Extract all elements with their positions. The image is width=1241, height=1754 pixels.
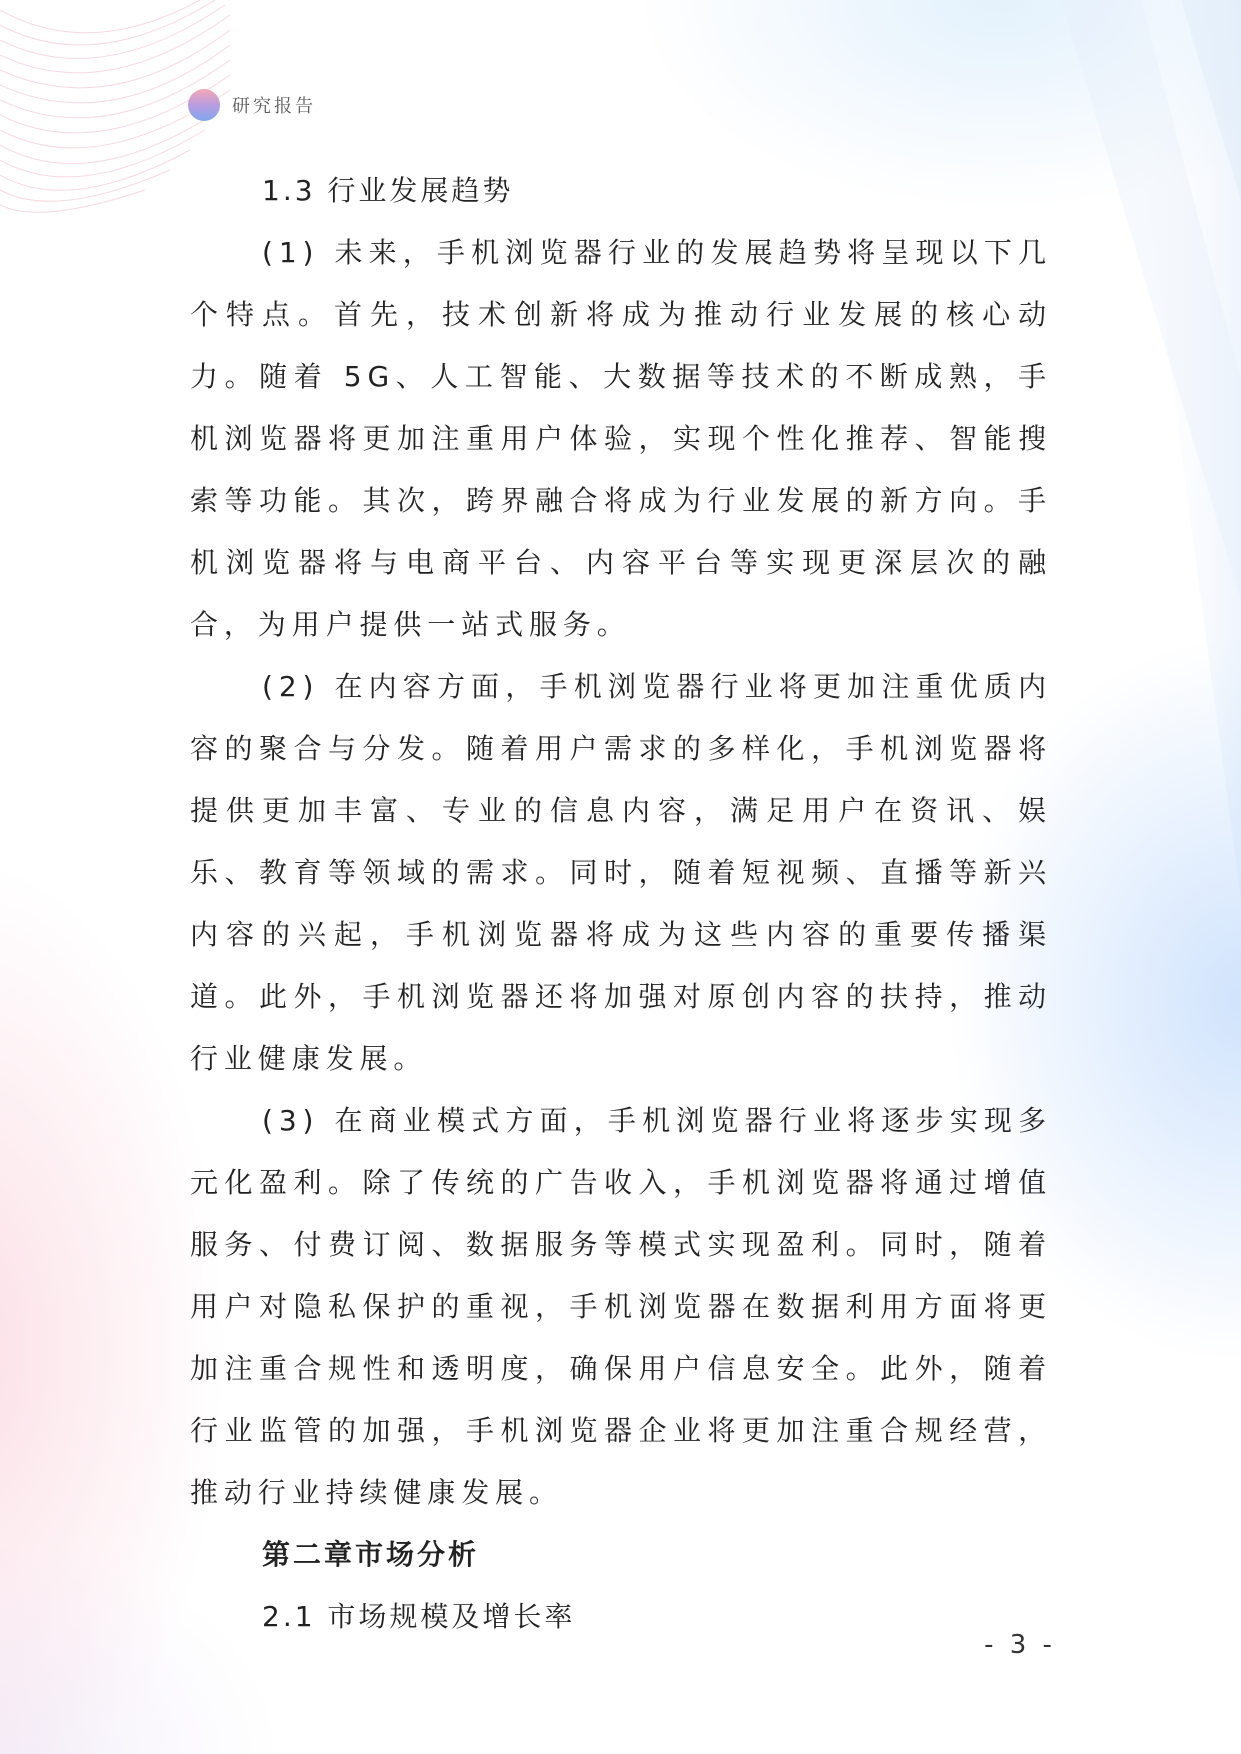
paragraph-2: (2) 在内容方面，手机浏览器行业将更加注重优质内容的聚合与分发。随着用户需求的多样化，手机浏览器将提供更加丰富、专业的信息内容，满足用户在资讯、娱乐、教育等领域的需求。同时，随着短视频、直播等新兴内容的兴起，手机浏览器将成为这些内容的重要传播渠道。此外，手机浏览器还将加强对原创内容的扶持，推动行业健康发展。 [190, 670, 1052, 1075]
section-heading-2-1: 2.1 市场规模及增长率 [262, 1600, 576, 1633]
document-body [190, 160, 1052, 1648]
logo-circle-icon [188, 89, 220, 121]
report-header [188, 88, 316, 122]
header-label: 研究报告 [232, 96, 316, 117]
section-heading-1-3: 1.3 行业发展趋势 [262, 174, 514, 207]
paragraph-1: (1) 未来，手机浏览器行业的发展趋势将呈现以下几个特点。首先，技术创新将成为推动行业发展的核心动力。随着 5G、人工智能、大数据等技术的不断成熟，手机浏览器将更加注重用户体验，实现个性化推荐、智能搜索等功能。其次，跨界融合将成为行业发展的新方向。手机浏览器将与电商平台、内容平台等实现更深层次的融合，为用户提供一站式服务。 [190, 236, 1052, 641]
paragraph-3: (3) 在商业模式方面，手机浏览器行业将逐步实现多元化盈利。除了传统的广告收入，手机浏览器将通过增值服务、付费订阅、数据服务等模式实现盈利。同时，随着用户对隐私保护的重视，手机浏览器在数据利用方面将更加注重合规性和透明度，确保用户信息安全。此外，随着行业监管的加强，手机浏览器企业将更加注重合规经营，推动行业持续健康发展。 [190, 1104, 1052, 1509]
page-number: - 3 - [984, 1630, 1056, 1660]
chapter-heading-2: 第二章市场分析 [262, 1538, 480, 1571]
